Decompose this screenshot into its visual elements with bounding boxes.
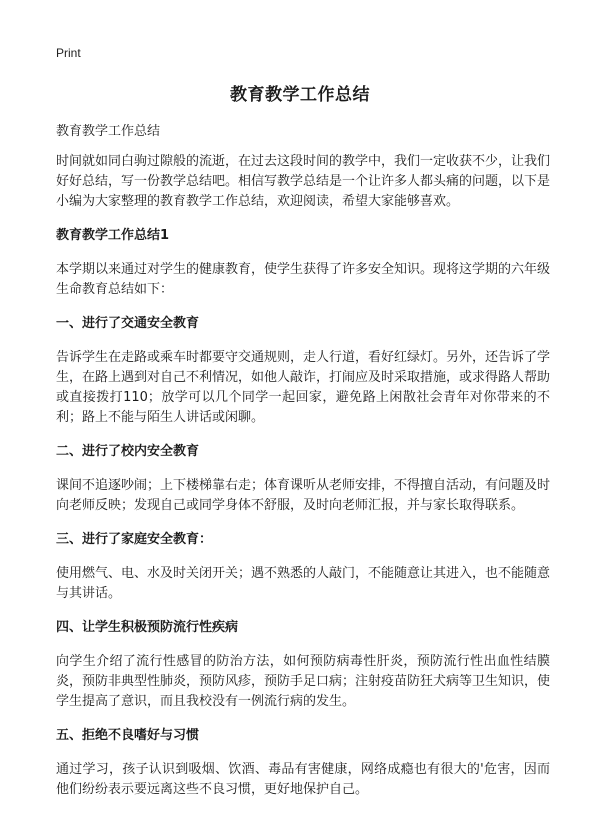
item-text-1: 告诉学生在走路或乘车时都要守交通规则，走人行道，看好红绿灯。另外，还告诉了学生，在路上遇到对自己不利情况，如他人敲诈，打闹应及时采取措施，或求得路人帮助或直接拨打110；放学可以几个同学一起回家，避免路上闲散社会青年对你带来的不利；路上不能与陌生人讲话或闲聊。 [56,350,551,425]
item-text-2: 课间不追逐吵闹；上下楼梯靠右走；体育课听从老师安排，不得擅自活动，有问题及时向老师反映；发现自己或同学身体不舒服，及时向老师汇报，并与家长取得联系。 [56,478,551,513]
item-heading-5: 五、拒绝不良嗜好与习惯 [56,728,200,743]
item-heading-1: 一、进行了交通安全教育 [56,316,200,331]
item-text-4: 向学生介绍了流行性感冒的防治方法，如何预防病毒性肝炎，预防流行性出血性结膜炎，预防非典型性肺炎，预防风疹，预防手足口病；注射疫苗防狂犬病等卫生知识，使学生提高了意识，而且我校没有一例流行病的发生。 [56,654,551,709]
item-text-5: 通过学习，孩子认识到吸烟、饮酒、毒品有害健康，网络成瘾也有很大的'危害，因而他们纷纷表示要远离这些不良习惯，更好地保护自己。 [56,762,550,797]
item-heading-3: 三、进行了家庭安全教育： [56,532,213,547]
print-link[interactable]: Print [56,46,81,60]
intro-paragraph: 时间就如同白驹过隙般的流逝，在过去这段时间的教学中，我们一定收获不少，让我们好好总结，写一份教学总结吧。相信写教学总结是一个让许多人都头痛的问题，以下是小编为大家整理的教育教学工作总结，欢迎阅读，希望大家能够喜欢。 [56,154,551,209]
item-heading-4: 四、让学生积极预防流行性疾病 [56,620,239,635]
item-text-3: 使用燃气、电、水及时关闭开关；遇不熟悉的人敲门，不能随意让其进入，也不能随意与其讲话。 [56,566,551,601]
document-subtitle: 教育教学工作总结 [56,124,161,139]
page-title: 教育教学工作总结 [230,85,370,105]
document-body [56,122,550,814]
section-intro-paragraph: 本学期以来通过对学生的健康教育，使学生获得了许多安全知识。现将这学期的六年级生命教育总结如下： [56,262,551,297]
section-heading: 教育教学工作总结1 [56,228,170,243]
item-heading-2: 二、进行了校内安全教育 [56,444,200,459]
